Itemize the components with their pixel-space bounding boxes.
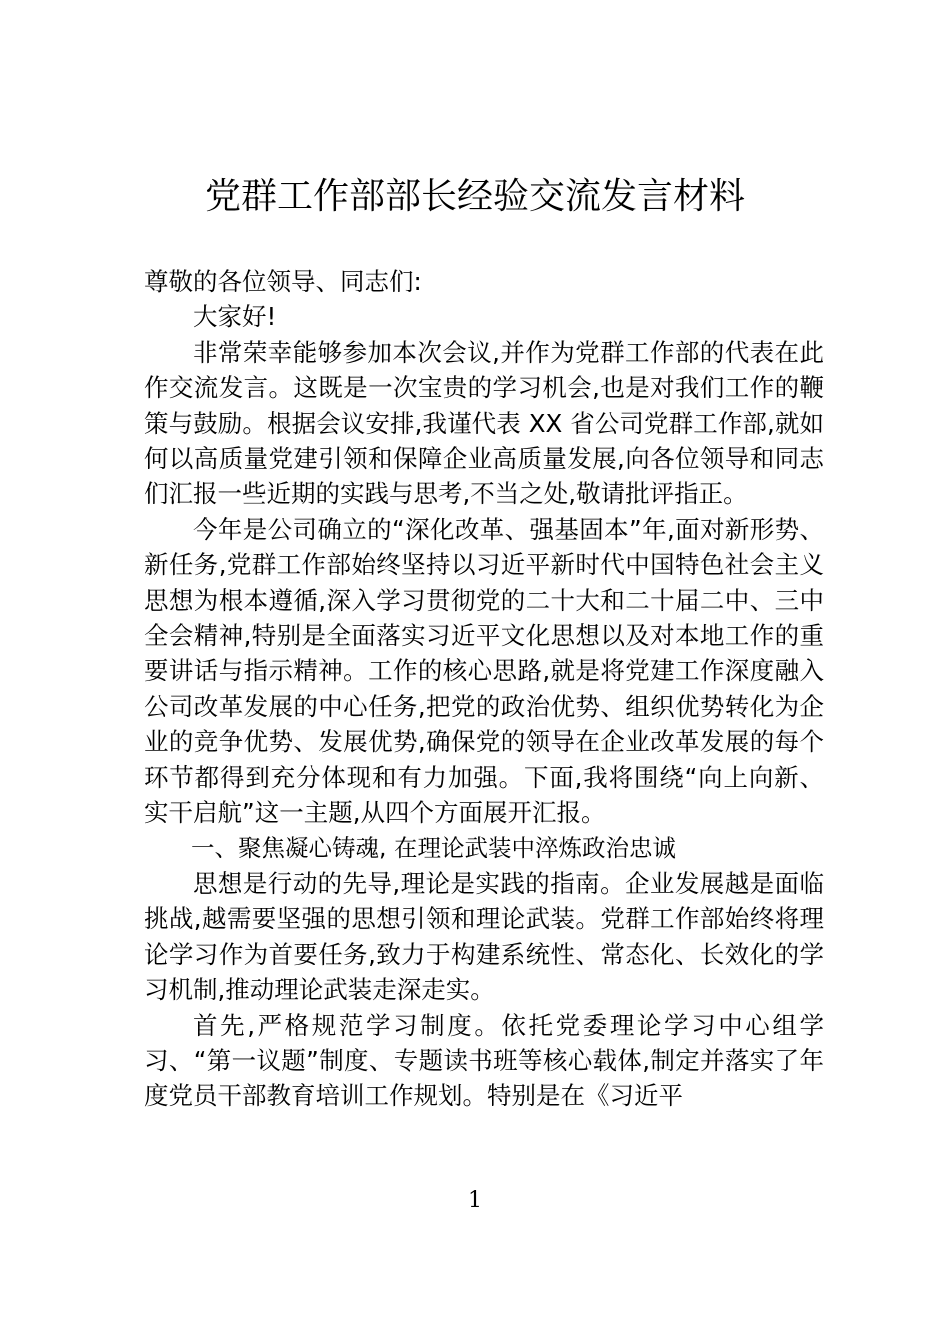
section-paragraph: 首先,严格规范学习制度。依托党委理论学习中心组学习、“第一议题”制度、专题读书班等核心载体,制定并落实了年度党员干部教育培训工作规划。特别是在《习近平	[144, 1010, 824, 1111]
section-paragraph: 思想是行动的先导,理论是实践的指南。企业发展越是面临挑战,越需要坚强的思想引领和理论武装。党群工作部始终将理论学习作为首要任务,致力于构建系统性、常态化、长效化的学习机制,推动理论武装走深走实。	[144, 868, 824, 1005]
section-heading: 一、聚焦凝心铸魂, 在理论武装中淬炼政治忠诚	[191, 833, 676, 862]
document-body	[144, 264, 824, 1114]
page-number: 1	[468, 1188, 482, 1213]
salutation: 尊敬的各位领导、同志们:	[144, 267, 422, 296]
greeting: 大家好!	[193, 302, 277, 332]
paragraph-intro: 非常荣幸能够参加本次会议,并作为党群工作部的代表在此作交流发言。这既是一次宝贵的学习机会,也是对我们工作的鞭策与鼓励。根据会议安排,我谨代表 XX 省公司党群工作部,就如何以高质量党建引领和保障企业高质量发展,向各位领导和同志们汇报一些近期的实践与思考,不当之处,敬请批评指正。	[144, 337, 824, 509]
paragraph-overview: 今年是公司确立的“深化改革、强基固本”年,面对新形势、新任务,党群工作部始终坚持以习近平新时代中国特色社会主义思想为根本遵循,深入学习贯彻党的二十大和二十届二中、三中全会精神,特别是全面落实习近平文化思想以及对本地工作的重要讲话与指示精神。工作的核心思路,就是将党建工作深度融入公司改革发展的中心任务,把党的政治优势、组织优势转化为企业的竞争优势、发展优势,确保党的领导在企业改革发展的每个环节都得到充分体现和有力加强。下面,我将围绕“向上向新、实干启航”这一主题,从四个方面展开汇报。	[144, 514, 824, 828]
document-title: 党群工作部部长经验交流发言材料	[204, 176, 745, 217]
